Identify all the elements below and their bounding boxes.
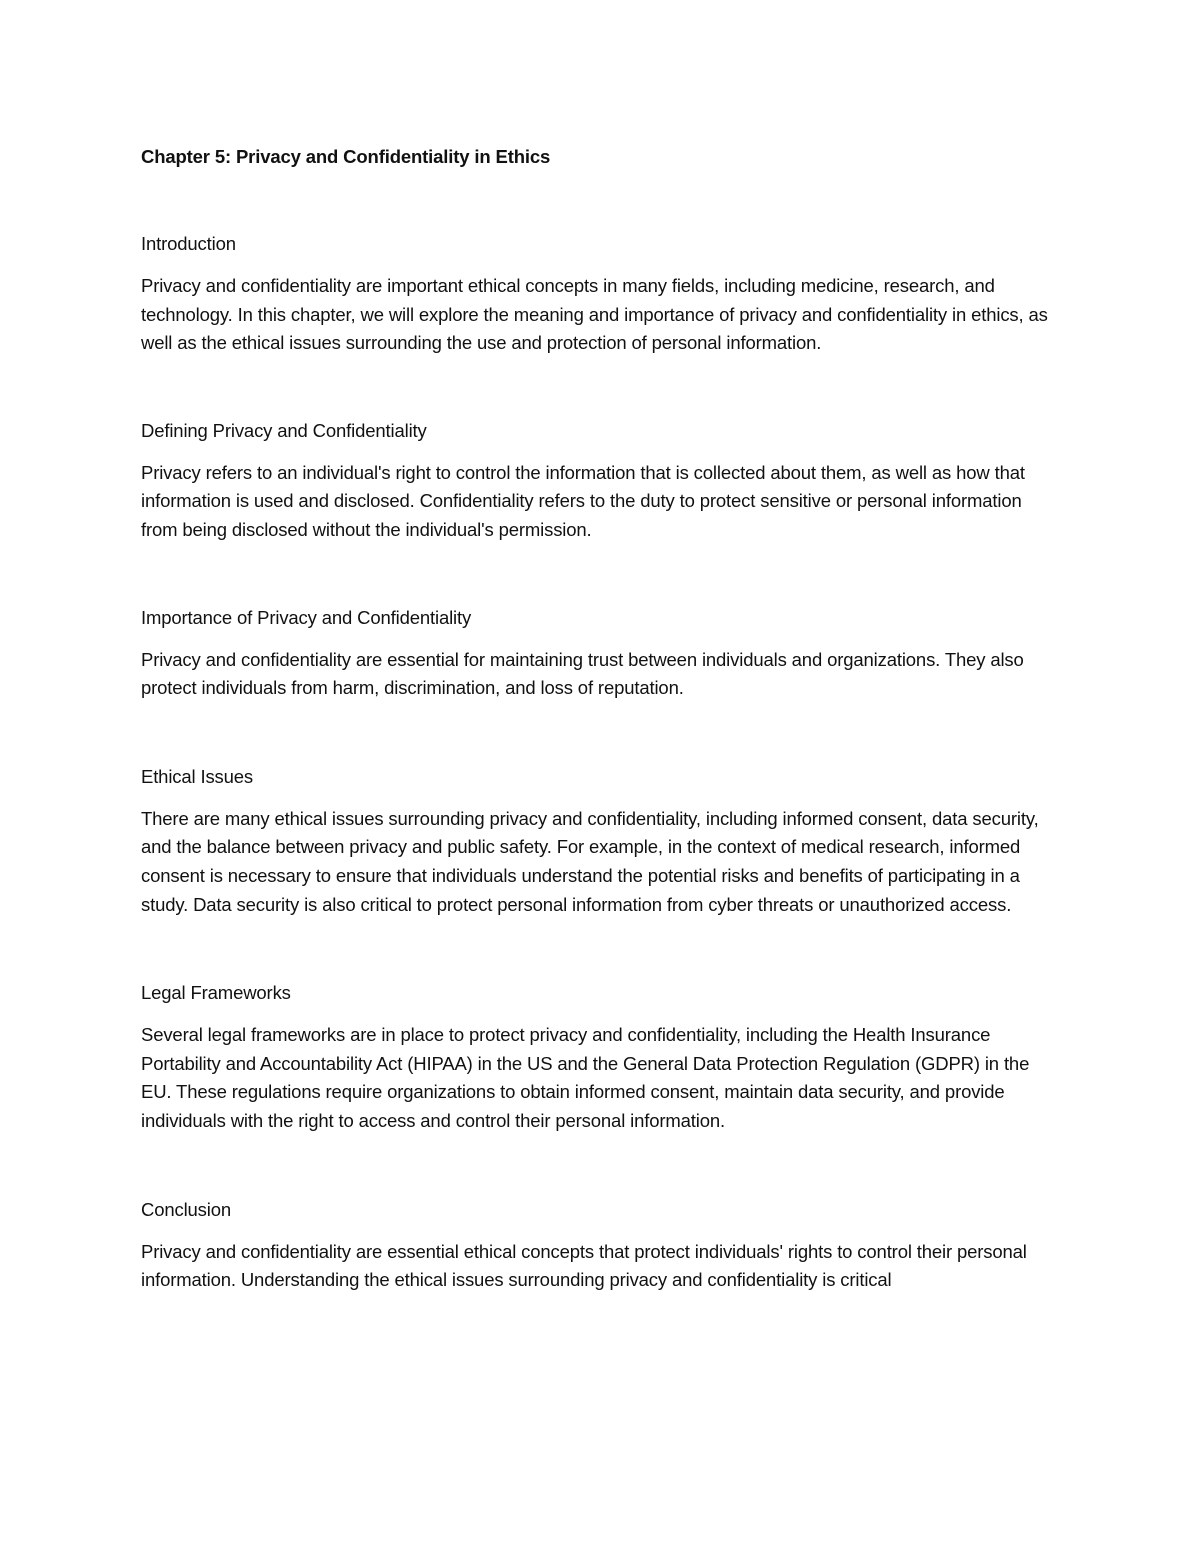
section-paragraph: Privacy and confidentiality are essential for maintaining trust between individuals and organizations. They also protect individuals from harm, discrimination, and loss of reputation. <box>141 648 1024 699</box>
section-paragraph: Privacy and confidentiality are important ethical concepts in many fields, including medicine, research, and technology. In this chapter, we will explore the meaning and importance of privacy and confidentiality in ethics, as well as the ethical issues surrounding the use and protection of personal information. <box>141 275 1048 354</box>
section-heading: Legal Frameworks <box>141 982 291 1004</box>
section-paragraph: There are many ethical issues surrounding privacy and confidentiality, including informed consent, data security, and the balance between privacy and public safety. For example, in the context of medical research, informed consent is necessary to ensure that individuals understand the potential risks and benefits of participating in a study. Data security is also critical to protect personal information from cyber threats or unauthorized access. <box>141 807 1039 915</box>
section-heading: Conclusion <box>141 1198 232 1220</box>
section-legal-frameworks <box>141 979 1061 1135</box>
section-heading: Ethical Issues <box>141 765 254 787</box>
section-introduction <box>141 230 1061 358</box>
document-content <box>141 143 1061 1295</box>
section-conclusion <box>141 1196 1061 1295</box>
section-importance <box>141 604 1061 703</box>
section-heading: Importance of Privacy and Confidentiality <box>141 606 472 628</box>
section-heading: Introduction <box>141 233 236 254</box>
section-paragraph: Privacy refers to an individual's right to control the information that is collected about them, as well as how that information is used and disclosed. Confidentiality refers to the duty to protect sensitive or personal information from being disclosed without the individual's permission. <box>141 461 1025 540</box>
document-title: Chapter 5: Privacy and Confidentiality in Ethics <box>141 146 551 167</box>
section-paragraph: Several legal frameworks are in place to protect privacy and confidentiality, including the Health Insurance Portability and Accountability Act (HIPAA) in the US and the General Data Protection Regulation (GDPR) in the EU. These regulations require organizations to obtain informed consent, maintain data security, and provide individuals with the right to access and control their personal information. <box>141 1024 1030 1131</box>
section-ethical-issues <box>141 763 1061 919</box>
section-paragraph: Privacy and confidentiality are essential ethical concepts that protect individuals' rights to control their personal information. Understanding the ethical issues surrounding privacy and confidentiality is critical <box>141 1240 1027 1291</box>
section-heading: Defining Privacy and Confidentiality <box>141 419 427 441</box>
section-defining-privacy <box>141 417 1061 545</box>
